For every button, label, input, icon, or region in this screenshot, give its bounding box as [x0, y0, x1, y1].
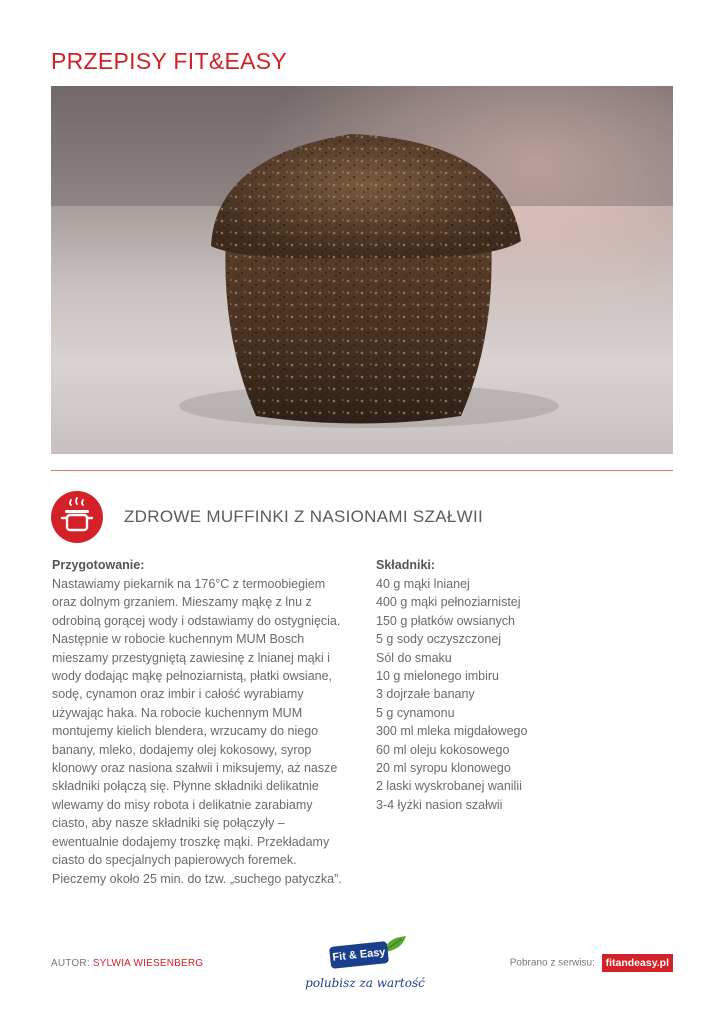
ingredient-item: 10 g mielonego imbiru	[376, 669, 499, 684]
preparation-heading: Przygotowanie:	[52, 558, 145, 572]
ingredient-item: 3-4 łyżki nasion szałwii	[376, 797, 503, 812]
cooking-pot-icon	[51, 491, 103, 543]
ingredient-item: 20 ml syropu klonowego	[376, 761, 511, 776]
logo-text: Fit & Easy	[329, 941, 389, 969]
ingredients-list	[376, 575, 596, 814]
section-divider	[51, 470, 673, 471]
ingredient-item: 5 g sody oczyszczonej	[376, 632, 502, 647]
ingredient-item: 2 laski wyskrobanej wanilii	[376, 779, 522, 794]
source-link[interactable]: fitandeasy.pl	[602, 954, 673, 972]
source-label: Pobrano z serwisu:	[509, 957, 595, 969]
ingredients-heading: Składniki:	[376, 558, 436, 572]
ingredient-item: 400 g mąki pełnoziarnistej	[376, 595, 521, 610]
ingredient-item: Sól do smaku	[376, 650, 452, 665]
ingredient-item: 5 g cynamonu	[376, 705, 455, 720]
author-credit	[51, 958, 203, 969]
source-credit	[510, 954, 673, 972]
author-label: AUTOR:	[51, 958, 90, 969]
ingredient-item: 60 ml oleju kokosowego	[376, 742, 510, 757]
logo-tagline: polubisz za wartość	[305, 976, 425, 990]
ingredient-item: 150 g płatków owsianych	[376, 613, 515, 628]
ingredient-item: 3 dojrzałe banany	[376, 687, 475, 702]
preparation-text: Nastawiamy piekarnik na 176°C z termoobiegiem oraz dolnym grzaniem. Mieszamy mąkę z lnu z odrobiną gorącej wody i odstawiamy do ostygnięcia. Następnie w robocie kuchennym MUM Bosch mieszamy przestygniętą zawiesinę z lnianej mąki i wody dodając mąkę pełnoziarnistą, płatki owsiane, sodę, cynamon oraz imbir i całość wyrabiamy używając haka. Na robocie kuchennym MUM montujemy kielich blendera, wrzucamy do niego banany, mleko, dodajemy olej kokosowy, syrop klonowy oraz nasiona szałwii i miksujemy, aż nasze składniki połączą się. Płynne składniki delikatnie wlewamy do misy robota i delikatnie zarabiamy ciasto, aby nasze składniki się połączyły – ewentualnie dodajemy troszkę mąki. Przekładamy ciasto do specjalnych papierowych foremek. Pieczemy około 25 min. do tzw. „suchego patyczka”.	[52, 577, 342, 886]
author-name: SYLWIA WIESENBERG	[92, 958, 204, 969]
ingredient-item: 40 g mąki lnianej	[376, 577, 470, 591]
recipe-title: ZDROWE MUFFINKI Z NASIONAMI SZAŁWII	[124, 507, 483, 526]
recipe-photo	[51, 86, 673, 454]
page-title: PRZEPISY FIT&EASY	[51, 48, 288, 74]
preparation-section	[52, 557, 352, 888]
brand-logo[interactable]	[300, 932, 430, 998]
ingredients-section	[376, 557, 596, 814]
ingredient-item: 300 ml mleka migdałowego	[376, 724, 528, 739]
